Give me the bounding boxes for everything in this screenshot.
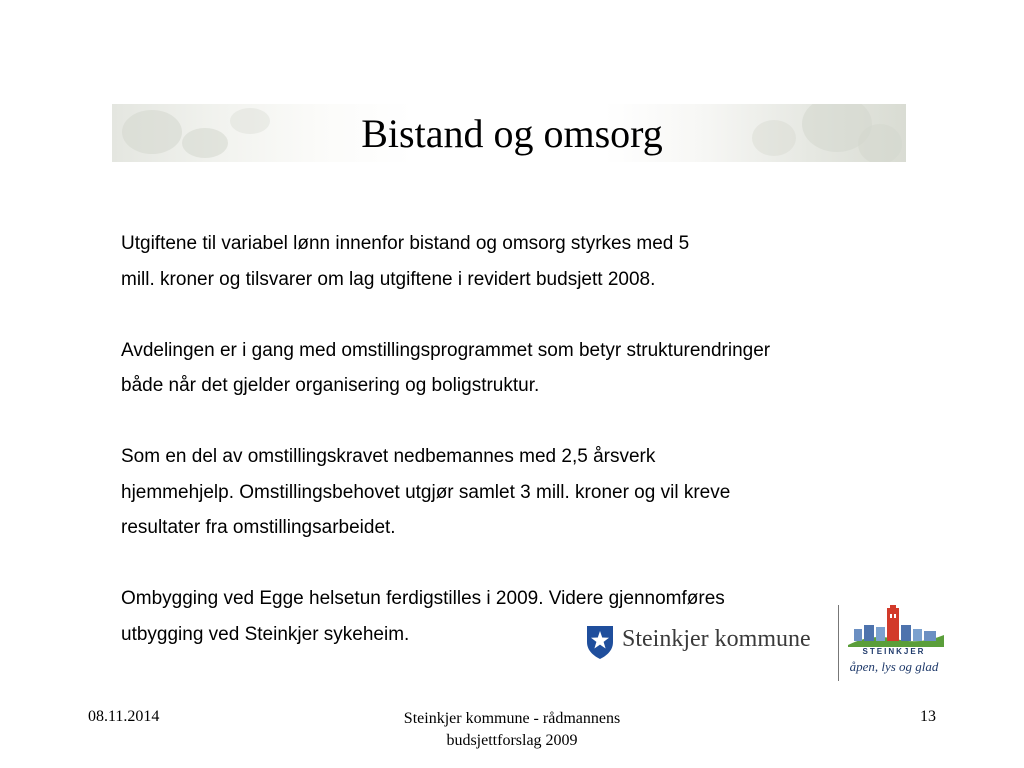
paragraph-variable-pay (121, 226, 921, 297)
brand-slogan-text: åpen, lys og glad (849, 659, 939, 674)
footer-presentation-title (362, 708, 662, 752)
paragraph-restructuring (121, 333, 921, 404)
slide-title: Bistand og omsorg (361, 111, 663, 156)
footer-page-number: 13 (920, 708, 936, 725)
footer-title-line: budsjettforslag 2009 (446, 732, 578, 749)
coat-of-arms-shield-icon (585, 624, 615, 665)
kommune-name-text: Steinkjer kommune (622, 626, 811, 652)
slide-body (121, 226, 921, 688)
steinkjer-brand-logo (838, 605, 948, 683)
paragraph-line: utbygging ved Steinkjer sykeheim. (121, 623, 410, 645)
paragraph-staff-reduction (121, 439, 921, 546)
paragraph-line: Som en del av omstillingskravet nedbemannes med 2,5 årsverk (121, 446, 656, 467)
paragraph-line: Utgiftene til variabel lønn innenfor bistand og omsorg styrkes med 5 (121, 233, 690, 254)
paragraph-line: resultater fra omstillingsarbeidet. (121, 517, 396, 538)
town-skyline-icon (848, 605, 944, 652)
paragraph-line: mill. kroner og tilsvarer om lag utgiftene i revidert budsjett 2008. (121, 268, 656, 290)
footer-title-line: Steinkjer kommune - rådmannens (403, 710, 621, 727)
footer-date: 08.11.2014 (88, 708, 160, 725)
paragraph-line: Ombygging ved Egge helsetun ferdigstilles i 2009. Videre gjennomføres (121, 588, 725, 609)
paragraph-line: både når det gjelder organisering og boligstruktur. (121, 375, 540, 396)
brand-name-text: STEINKJER (862, 647, 926, 656)
paragraph-line: Avdelingen er i gang med omstillingsprogrammet som betyr strukturendringer (121, 339, 771, 361)
paragraph-line: hjemmehjelp. Omstillingsbehovet utgjør samlet 3 mill. kroner og vil kreve (121, 481, 731, 503)
logo-divider (838, 605, 839, 681)
